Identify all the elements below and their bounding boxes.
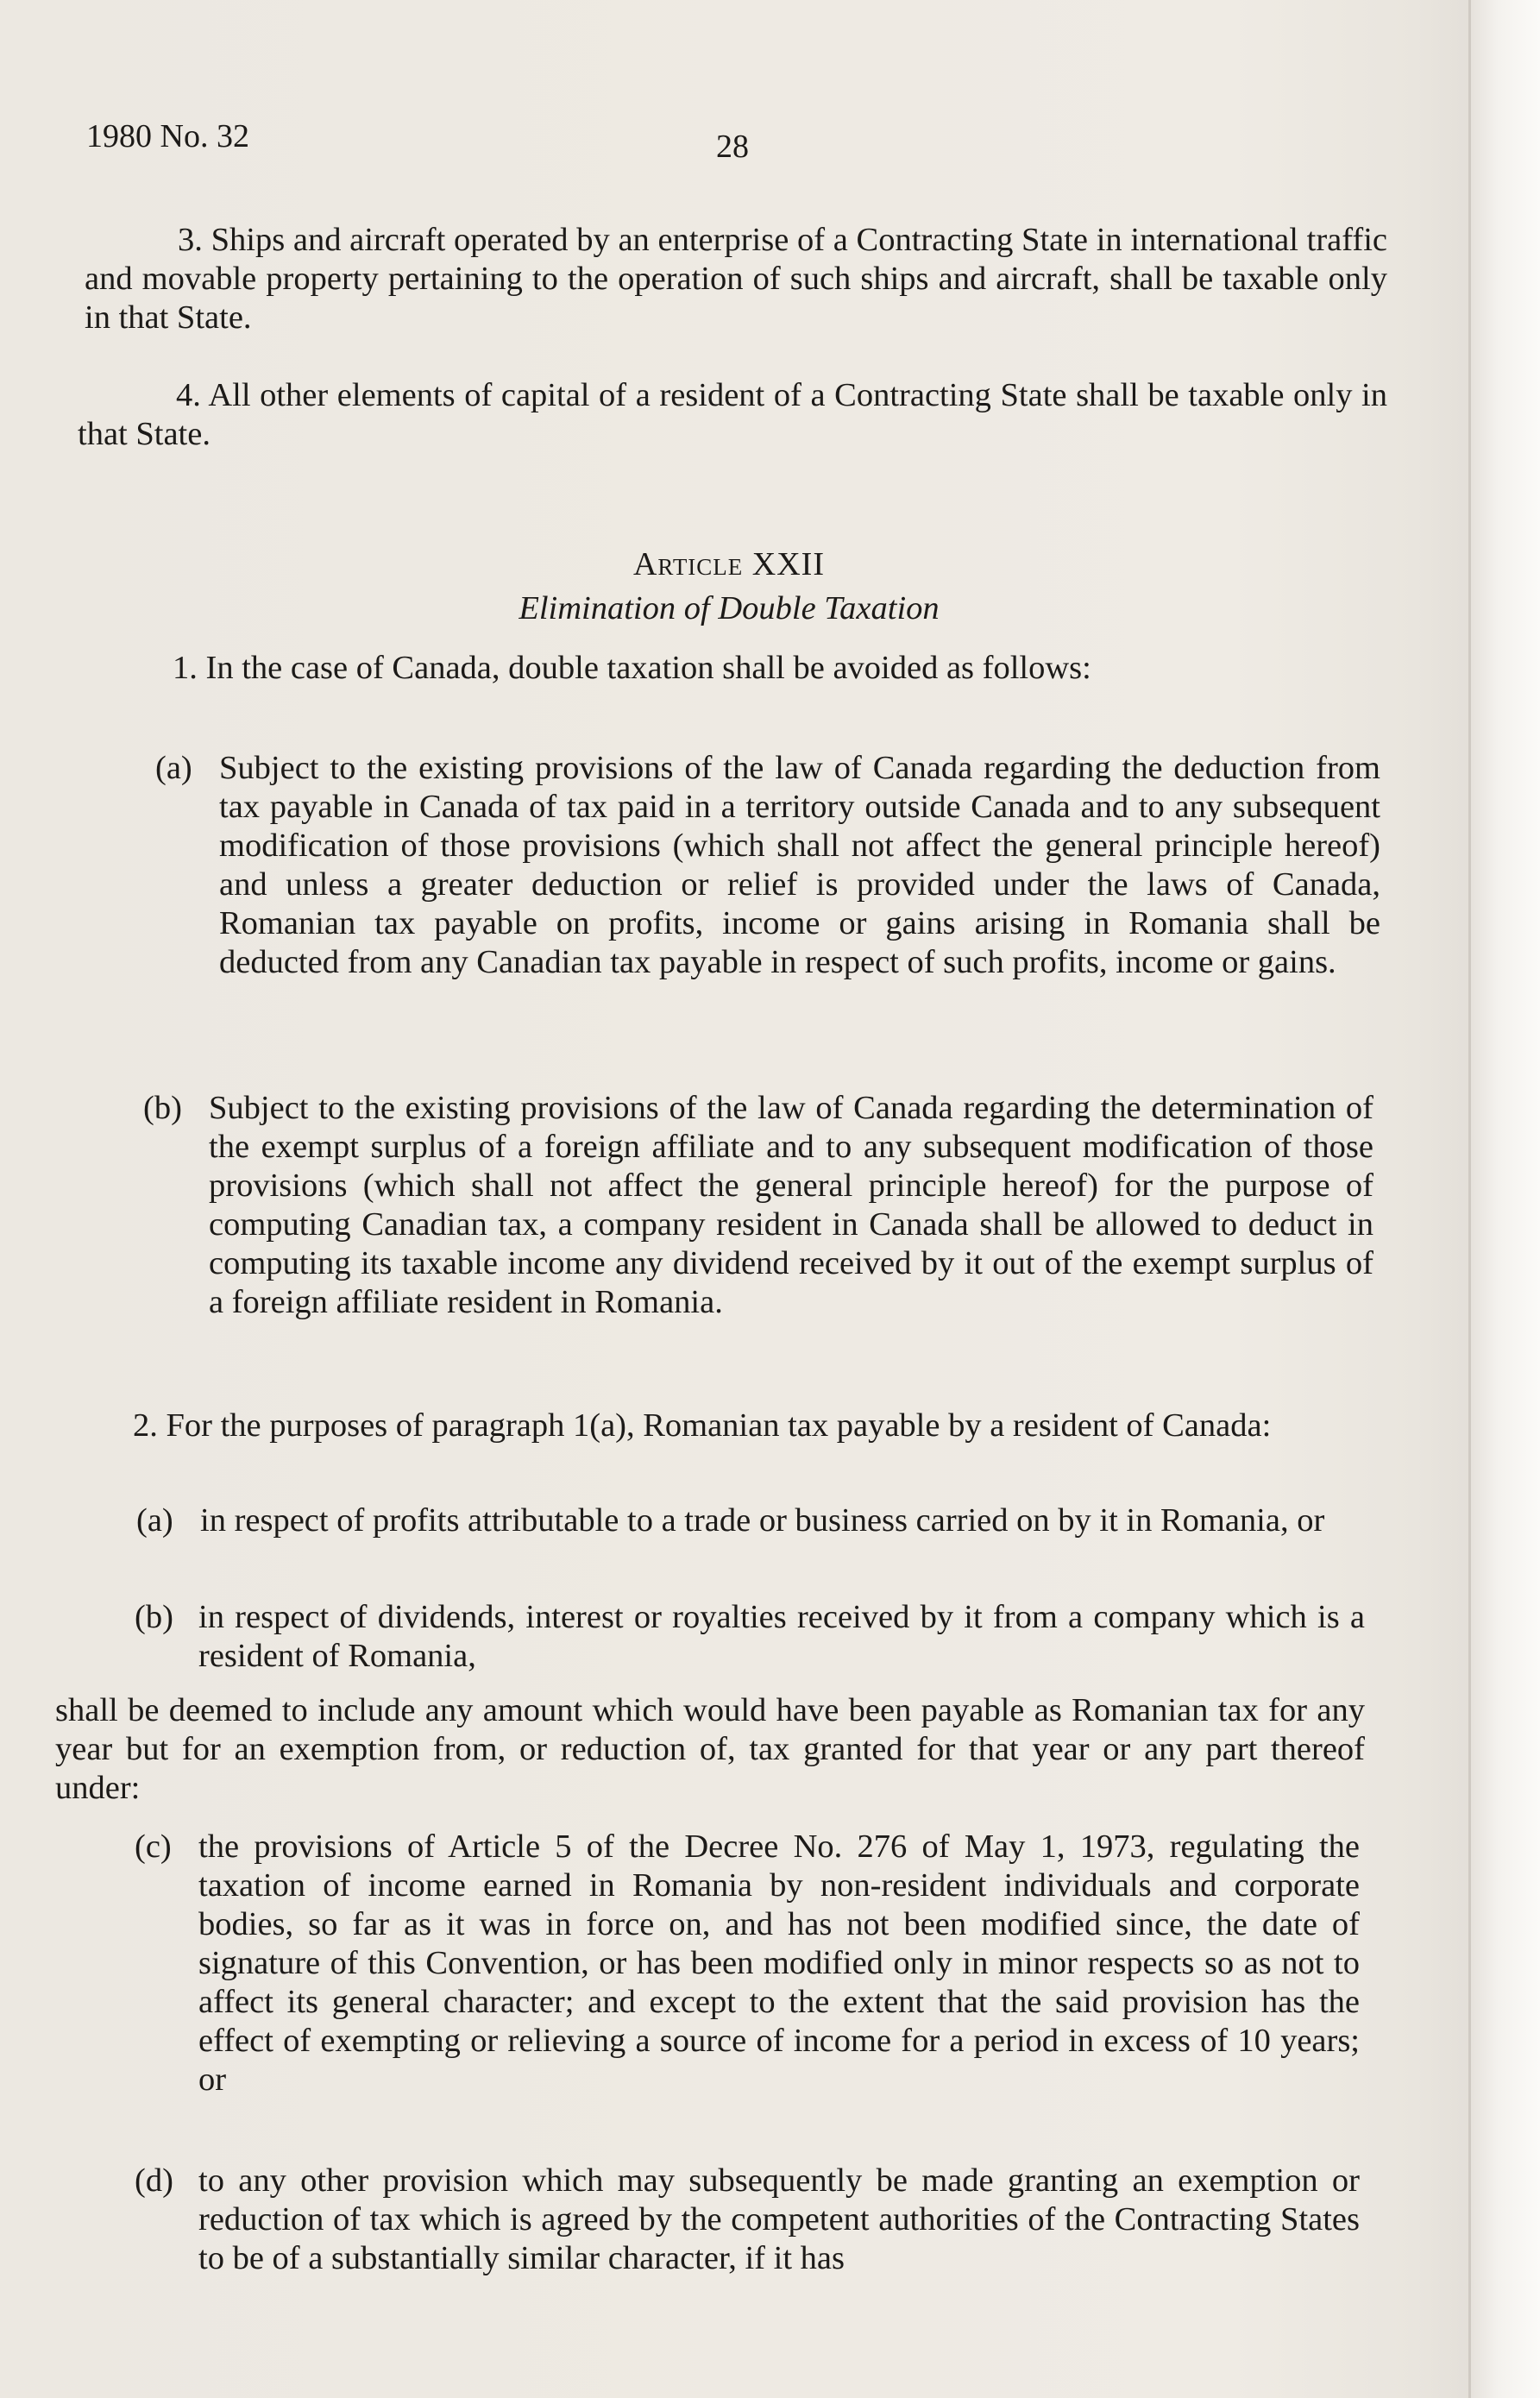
item-text: in respect of profits attributable to a trade or business carried on by it in Romania, or — [200, 1502, 1325, 1539]
item-text: in respect of dividends, interest or royalties received by it from a company which is a resident of Romania, — [198, 1599, 1365, 1674]
item-label: (a) — [155, 750, 192, 786]
page-header — [86, 110, 1380, 165]
binding-edge — [1468, 0, 1471, 2398]
section-1-intro: 1. In the case of Canada, double taxation shall be avoided as follows: — [173, 650, 1091, 686]
section-2-item-c — [135, 1828, 1363, 2112]
paragraph-3: 3. Ships and aircraft operated by an enterprise of a Contracting State in international traffic and movable property pertaining to the operation of such ships and aircraft, shall be taxable only in that State. — [85, 222, 1387, 336]
item-label: (b) — [143, 1090, 182, 1126]
page-number: 28 — [716, 129, 749, 165]
paragraph-4: 4. All other elements of capital of a resident of a Contracting State shall be taxable only in that State. — [78, 377, 1387, 452]
item-label: (c) — [135, 1828, 172, 1865]
item-label: (a) — [136, 1502, 173, 1539]
article-subtitle: Elimination of Double Taxation — [519, 590, 940, 626]
statute-reference: 1980 No. 32 — [86, 118, 249, 154]
item-label: (b) — [135, 1599, 173, 1635]
section-2-intro: 2. For the purposes of paragraph 1(a), Romanian tax payable by a resident of Canada: — [133, 1407, 1272, 1444]
section-1-item-b — [143, 1089, 1377, 1365]
article-title: Article XXII — [632, 546, 825, 582]
section-2-item-b — [135, 1598, 1368, 1684]
item-text: Subject to the existing provisions of the law of Canada regarding the deduction from tax payable in Canada of tax paid in a territory outside Canada and to any subsequent modification of those provisions (which shall not affect the general principle hereof) and unless a greater deduction or relief is provided under the laws of Canada, Romanian tax payable on profits, income or gains arising in Romania shall be deducted from any Canadian tax payable in respect of such profits, income or gains. — [219, 750, 1380, 980]
item-text: Subject to the existing provisions of the law of Canada regarding the determination of the exempt surplus of a foreign affiliate and to any subsequent modification of those provisions (which shall not affect the general principle hereof) for the purpose of computing Canadian tax, a company resident in Canada shall be allowed to deduct in computing its taxable income any dividend received by it out of the exempt surplus of a foreign affiliate resident in Romania. — [209, 1090, 1373, 1320]
page-gutter — [1471, 0, 1540, 2398]
item-text: to any other provision which may subsequently be made granting an exemption or reduction of tax which is agreed by the competent authorities of the Contracting States to be of a substantially similar character, if it has — [198, 2162, 1360, 2276]
section-2-item-d — [135, 2162, 1363, 2300]
section-2-continuation: shall be deemed to include any amount which would have been payable as Romanian tax for any year but for an exemption from, or reduction of, tax granted for that year or any part thereof under: — [55, 1692, 1365, 1806]
item-text: the provisions of Article 5 of the Decree No. 276 of May 1, 1973, regulating the taxation of income earned in Romania by non-resident individuals and corporate bodies, so far as it was in force on, and has not been modified since, the date of signature of this Convention, or has been modified only in minor respects so as not to affect its general character; and except to the extent that the said provision has the effect of exempting or relieving a source of income for a period in excess of 10 years; or — [198, 1828, 1360, 2098]
item-label: (d) — [135, 2162, 173, 2199]
section-1-item-a — [155, 749, 1380, 1025]
section-2-item-a — [136, 1501, 1370, 1588]
